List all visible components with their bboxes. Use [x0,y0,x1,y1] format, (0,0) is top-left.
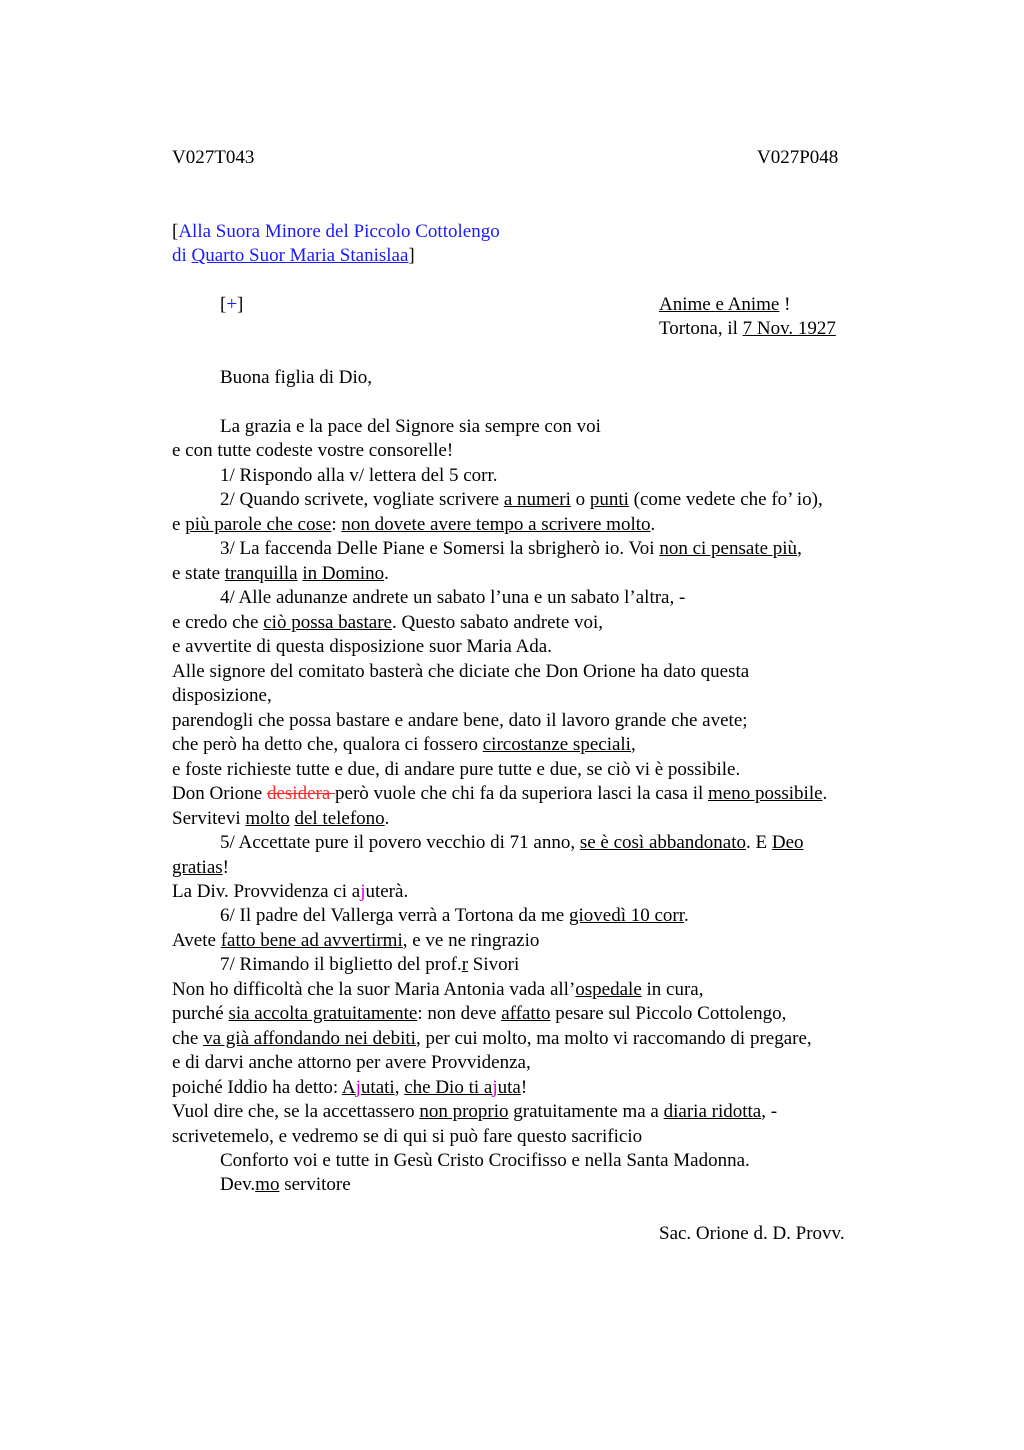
body-line: parendogli che possa bastare e andare bene, dato il lavoro grande che avete; [172,710,748,731]
body-line: e avvertite di questa disposizione suor Maria Ada. [172,636,552,657]
body-line: gratias! [172,857,229,878]
body-line: 5/ Accettate pure il povero vecchio di 71 anno, se è così abbandonato. E Deo [220,832,804,853]
body-line: e di darvi anche attorno per avere Provvidenza, [172,1052,531,1073]
cross-mark: [+] [220,294,244,315]
body-line: 3/ La faccenda Delle Piane e Somersi la sbrigherò io. Voi non ci pensate più, [220,538,802,559]
body-line: che però ha detto che, qualora ci fossero circostanze speciali, [172,734,636,755]
recipient-line-1 [172,220,500,245]
recipient-name: Alla Suora Minore del Piccolo Cottolengo [178,221,500,242]
body-line: Don Orione desidera però vuole che chi fa da superiora lasci la casa il meno possibile. [172,783,828,804]
body-line: Conforto voi e tutte in Gesù Cristo Crocifisso e nella Santa Madonna. [220,1150,750,1171]
body-line: e foste richieste tutte e due, di andare pure tutte e due, se ciò vi è possibile. [172,759,741,780]
body-line: purché sia accolta gratuitamente: non deve affatto pesare sul Piccolo Cottolengo, [172,1003,787,1024]
deleted-word: desidera [266,783,336,804]
body-line: Vuol dire che, se la accettassero non proprio gratuitamente ma a diaria ridotta, - [172,1101,778,1122]
body-line: Non ho difficoltà che la suor Maria Antonia vada all’ospedale in cura, [172,979,704,1000]
close-bracket: ] [408,245,415,266]
recipient-place: Quarto Suor Maria Stanislaa [191,245,409,266]
signature: Sac. Orione d. D. Provv. [659,1223,845,1244]
cross-icon: + [226,294,238,315]
body-line: e con tutte codeste vostre consorelle! [172,440,454,461]
body-line: che va già affondando nei debiti, per cui molto, ma molto vi raccomando di pregare, [172,1028,812,1049]
greeting: Buona figlia di Dio, [220,367,372,388]
open-bracket: [ [172,221,179,242]
body-line: La Div. Provvidenza ci ajuterà. [172,881,409,902]
body-line: La grazia e la pace del Signore sia sempre con voi [220,416,601,437]
body-line: Avete fatto bene ad avvertirmi, e ve ne ringrazio [172,930,540,951]
body-line: Servitevi molto del telefono. [172,808,390,829]
closing-line: Dev.mo servitore [220,1174,351,1195]
body-line: 2/ Quando scrivete, vogliate scrivere a numeri o punti (come vedete che fo’ io), [220,489,823,510]
body-line: 4/ Alle adunanze andrete un sabato l’una e un sabato l’altra, - [220,587,686,608]
body-line: e più parole che cose: non dovete avere tempo a scrivere molto. [172,514,656,535]
date-line: Tortona, il 7 Nov. 1927 [659,318,836,339]
inserted-letter: j [360,881,366,902]
body-line: 1/ Rispondo alla v/ lettera del 5 corr. [220,465,498,486]
body-line: poiché Iddio ha detto: Ajutati, che Dio ti ajuta! [172,1077,528,1098]
right-code: V027P048 [757,147,839,168]
body-line: 6/ Il padre del Vallerga verrà a Tortona da me giovedì 10 corr. [220,905,689,926]
body-line: e state tranquilla in Domino. [172,563,389,584]
body-line: 7/ Rimando il biglietto del prof.r Sivori [220,954,520,975]
body-line: disposizione, [172,685,272,706]
body-line: e credo che ciò possa bastare. Questo sabato andrete voi, [172,612,604,633]
left-code: V027T043 [172,147,255,168]
body-line: Alle signore del comitato basterà che diciate che Don Orione ha dato questa [172,661,750,682]
body-line: scrivetemelo, e vedremo se di qui si può fare questo sacrificio [172,1126,643,1147]
motto: Anime e Anime ! [659,294,791,315]
recipient-line-2: di Quarto Suor Maria Stanislaa] [172,245,415,266]
